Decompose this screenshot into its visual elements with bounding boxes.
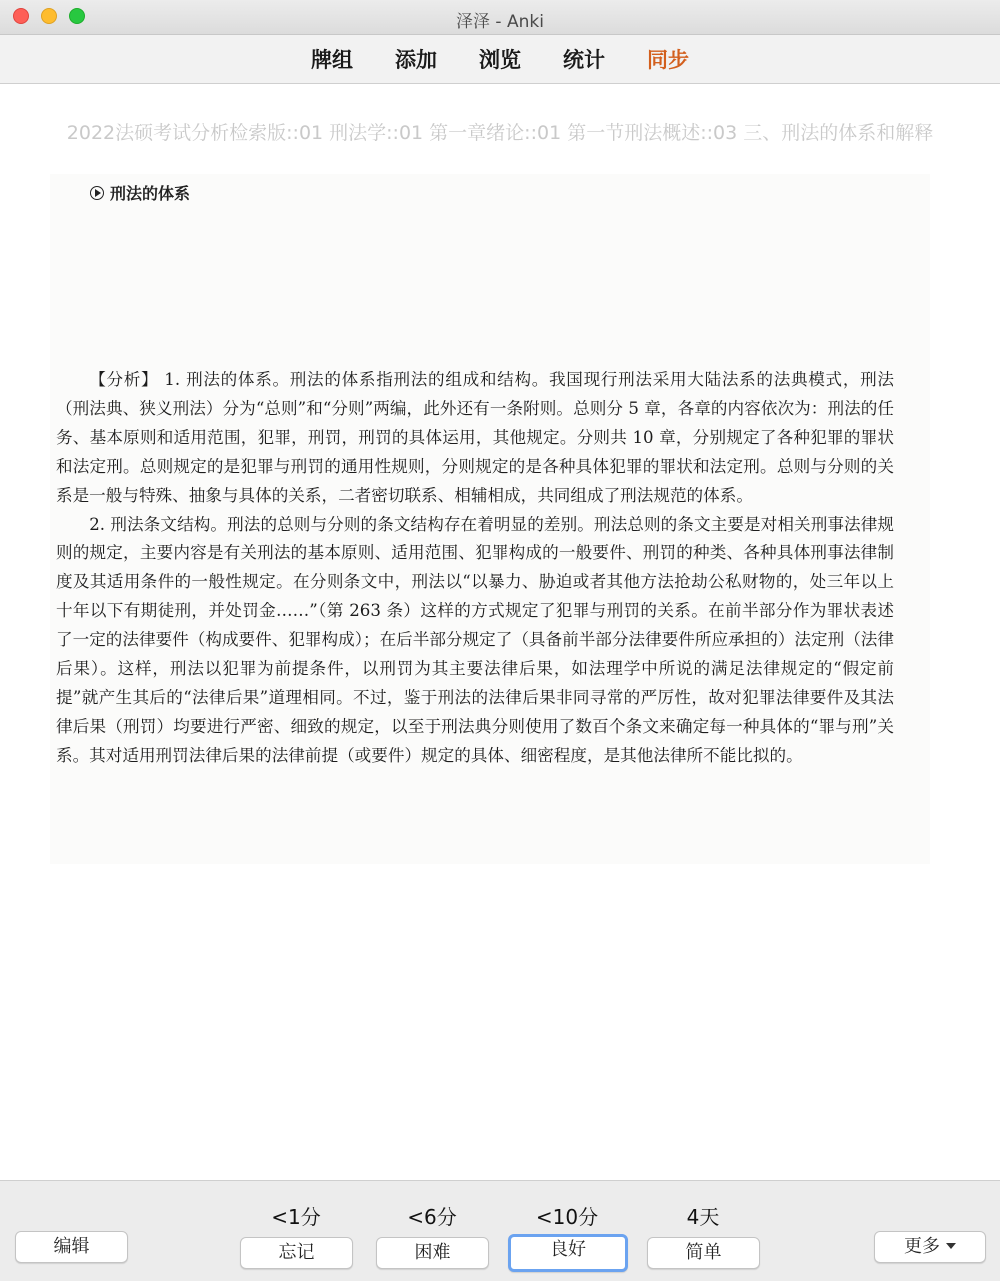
deck-breadcrumb: 2022法硕考试分析检索版::01 刑法学::01 第一章绪论::01 第一节刑法概述::03 三、刑法的体系和解释: [66, 122, 934, 144]
good-button[interactable]: 良好: [508, 1234, 628, 1272]
nav-sync[interactable]: 同步: [647, 48, 689, 72]
more-button-label: 更多: [904, 1236, 940, 1257]
paragraph: 2. 刑法条文结构。刑法的总则与分则的条文结构存在着明显的差别。刑法总则的条文主要是对相关刑事法律规则的规定，主要内容是有关刑法的基本原则、适用范围、犯罪构成的一般要件、刑罚的种类、各种具体刑事法律制度及其适用条件的一般性规定。在分则条文中，刑法以“以暴力、胁迫或者其他方法抢劫公私财物的，处三年以上十年以下有期徒刑，并处罚金……”（第 263 条）这样的方式规定了犯罪与刑罚的关系。在前半部分作为罪状表述了一定的法律要件（构成要件、犯罪构成）；在后半部分规定了（具备前半部分法律要件所应承担的）法定刑（法律后果）。这样，刑法以犯罪为前提条件，以刑罚为其主要法律后果，如法理学中所说的满足法律规定的“假定前提”就产生其后的“法律后果”道理相同。不过，鉴于刑法的法律后果非同寻常的严厉性，故对犯罪法律要件及其法律后果（刑罚）均要进行严密、细致的规定，以至于刑法典分则使用了数百个条文来确定每一种具体的“罪与刑”关系。其对适用刑罚法律后果的法律前提（或要件）规定的具体、细密程度，是其他法律所不能比拟的。: [56, 514, 894, 765]
window-title: 泽泽 - Anki: [456, 12, 544, 32]
nav-stats[interactable]: 统计: [563, 48, 605, 72]
nav-add[interactable]: 添加: [395, 48, 437, 72]
section-heading-text: 刑法的体系: [110, 184, 191, 203]
interval-again: <1分: [271, 1205, 321, 1229]
answer-bar: [0, 1180, 1000, 1281]
paragraph: 【分析】 1. 刑法的体系。刑法的体系指刑法的组成和结构。我国现行刑法采用大陆法系的法典模式，刑法（刑法典、狭义刑法）分为“总则”和“分则”两编，此外还有一条附则。总则分 5 章，各章的内容依次为：刑法的任务、基本原则和适用范围，犯罪，刑罚，刑罚的具体运用，其他规定。分则共 10 章，分别规定了各种犯罪的罪状和法定刑。总则规定的是犯罪与刑罚的通用性规则，分则规定的是各种具体犯罪的罪状和法定刑。总则与分则的关系是一般与特殊、抽象与具体的关系，二者密切联系、相辅相成，共同组成了刑法规范的体系。: [56, 370, 894, 505]
hard-button[interactable]: 困难: [376, 1237, 489, 1269]
play-bullet-icon: [90, 186, 104, 200]
again-button[interactable]: 忘记: [240, 1237, 353, 1269]
easy-button[interactable]: 简单: [647, 1237, 760, 1269]
more-button[interactable]: [874, 1231, 986, 1263]
analysis-text: [56, 366, 894, 771]
card-view: [0, 84, 1000, 1180]
title-bar: [0, 0, 1000, 35]
scanned-page-image: [50, 174, 930, 864]
section-heading: [90, 181, 190, 204]
nav-decks[interactable]: 牌组: [311, 48, 353, 72]
edit-button[interactable]: 编辑: [15, 1231, 128, 1263]
main-toolbar: [0, 35, 1000, 84]
interval-easy: 4天: [686, 1205, 720, 1229]
interval-good: <10分: [535, 1205, 599, 1229]
interval-hard: <6分: [407, 1205, 457, 1229]
nav-browse[interactable]: 浏览: [479, 48, 521, 72]
caret-down-icon: [946, 1243, 956, 1249]
